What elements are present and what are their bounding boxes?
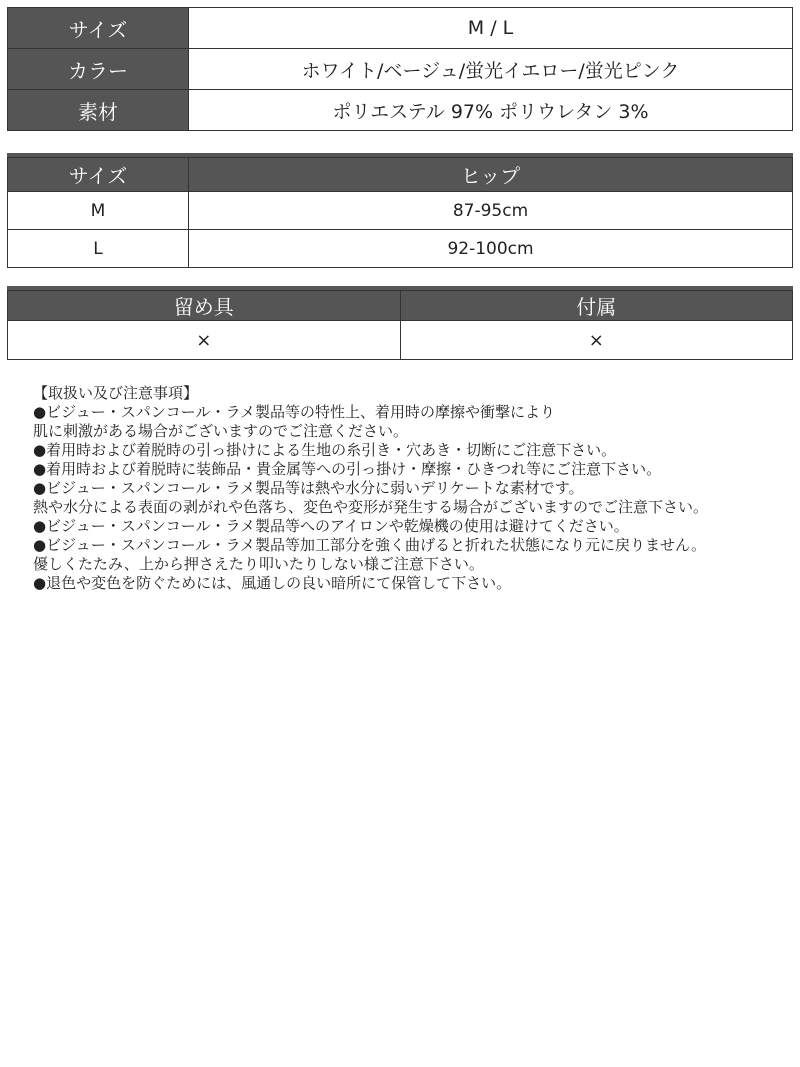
care-note-line: 肌に刺激がある場合がございますのでご注意ください。 — [33, 422, 409, 440]
feature-table-header — [8, 291, 793, 321]
size-table — [7, 157, 793, 268]
care-note-line: ●退色や変色を防ぐためには、風通しの良い暗所にて保管して下さい。 — [33, 574, 512, 592]
fastener-value: × — [8, 321, 401, 360]
hip-cell: 92-100cm — [189, 230, 793, 268]
spec-table — [7, 7, 793, 131]
care-note-line: ●着用時および着脱時の引っ掛けによる生地の糸引き・穴あき・切断にご注意下さい。 — [33, 441, 617, 459]
spec-value: ポリエステル 97% ポリウレタン 3% — [189, 90, 793, 131]
feature-table — [7, 290, 793, 360]
fastener-header: 留め具 — [8, 291, 401, 321]
spec-label: 素材 — [8, 90, 189, 131]
spec-value: M / L — [189, 8, 793, 49]
size-header: サイズ — [8, 158, 189, 192]
spec-label: サイズ — [8, 8, 189, 49]
care-note-line: 優しくたたみ、上から押さえたり叩いたりしない様ご注意下さい。 — [33, 555, 484, 573]
care-note-line: ●着用時および着脱時に装飾品・貴金属等への引っ掛け・摩擦・ひきつれ等にご注意下さい。 — [33, 460, 662, 478]
spec-label: カラー — [8, 49, 189, 90]
size-row-m — [8, 192, 793, 230]
accessory-header: 付属 — [400, 291, 793, 321]
hip-header: ヒップ — [189, 158, 793, 192]
care-note-line: ●ビジュー・スパンコール・ラメ製品等の特性上、着用時の摩擦や衝撃により — [33, 403, 556, 421]
spec-row-color — [8, 49, 793, 90]
care-note-line: 熱や水分による表面の剥がれや色落ち、変色や変形が発生する場合がございますのでご注意下さい。 — [33, 498, 709, 516]
care-note-line: ●ビジュー・スパンコール・ラメ製品等加工部分を強く曲げると折れた状態になり元に戻りません。 — [33, 536, 706, 554]
size-cell: L — [8, 230, 189, 268]
size-row-l — [8, 230, 793, 268]
care-notes — [33, 384, 793, 593]
spec-row-material — [8, 90, 793, 131]
care-note-line: ●ビジュー・スパンコール・ラメ製品等へのアイロンや乾燥機の使用は避けてください。 — [33, 517, 629, 535]
hip-cell: 87-95cm — [189, 192, 793, 230]
size-table-header — [8, 158, 793, 192]
care-notes-title: 【取扱い及び注意事項】 — [33, 384, 199, 402]
spec-value: ホワイト/ベージュ/蛍光イエロー/蛍光ピンク — [189, 49, 793, 90]
accessory-value: × — [400, 321, 793, 360]
care-note-line: ●ビジュー・スパンコール・ラメ製品等は熱や水分に弱いデリケートな素材です。 — [33, 479, 584, 497]
size-cell: M — [8, 192, 189, 230]
spec-row-size — [8, 8, 793, 49]
feature-row — [8, 321, 793, 360]
